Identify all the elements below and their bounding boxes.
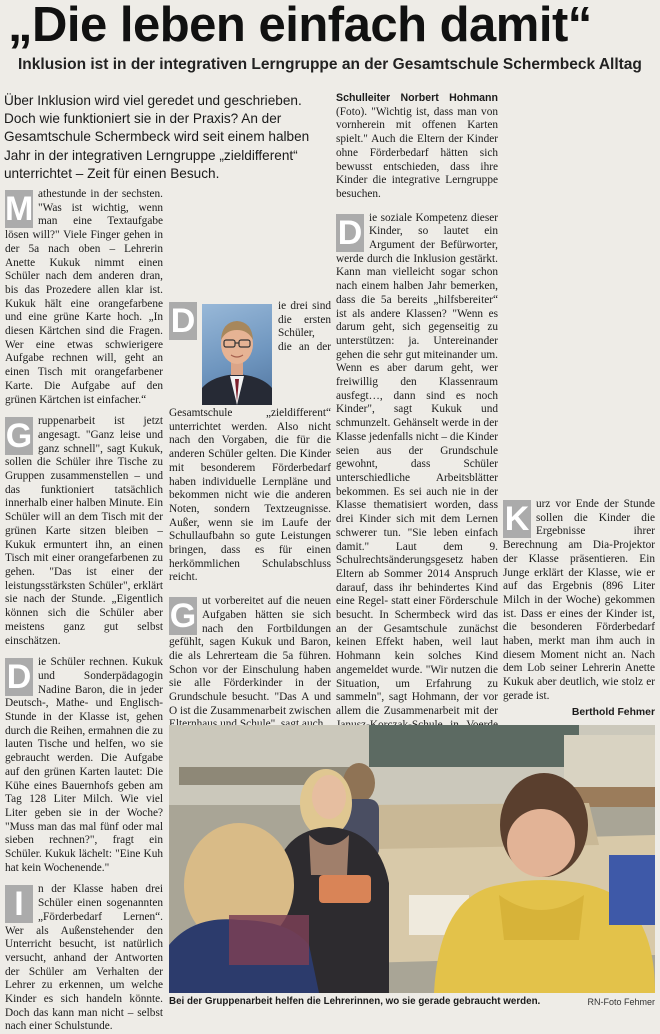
paragraph-text: (Foto). "Wichtig ist, dass man von vornherein mit offenen Karten spielt." Auch die Eltern der Kinder ohne Förderbedarf hätten sich bewusst entschieden, dass ihre Kinder die integrative Lerngruppe besuchen. — [336, 105, 498, 200]
paragraph-text: ie drei sind die ersten Schüler, die an der Gesamtschule „zieldifferent“ unterrichtet werden. Also nicht nach den Vorgaben, die für die anderen Schüler gelten. Die Kinder mit besonderem Förderbedarf haben individuelle Lernpläne und bekommen nicht wie die anderen Noten, sondern Textzeugnisse. Außer, wenn sie im Laufe der Schullaufbahn so gute Leistungen bringen, dass es für einen herkömmlichen Schulabschluss reicht. — [169, 300, 331, 584]
paragraph — [5, 415, 163, 648]
drop-cap: I — [5, 885, 33, 923]
paragraph — [5, 188, 163, 407]
drop-cap: D — [6, 658, 32, 697]
paragraph-continuation — [336, 92, 498, 202]
photo-credit: RN-Foto Fehmer — [587, 997, 655, 1007]
drop-cap: K — [504, 500, 530, 538]
drop-cap: D — [170, 302, 196, 340]
paragraph — [5, 656, 163, 875]
paragraph — [5, 883, 163, 1034]
drop-cap: D — [337, 213, 363, 252]
lead-paragraph: Über Inklusion wird viel geredet und geschrieben. Doch wie funktioniert sie in der Praxis? An der Gesamtschule Schermbeck wird seit einem halben Jahr in der integrativen Lerngruppe „zieldifferent“ unterrichtet – Zeit für einen Besuch. — [4, 93, 310, 181]
paragraph-text: urz vor Ende der Stunde sollen die Kinder die Ergebnisse ihrer Berechnung am Dia-Projektor der Klasse präsentieren. Ein Junge erklärt der Klasse, wie er auf das Ergebnis (896 Liter Milch in der Woche) gekommen ist. Dass er eines der Kinder ist, die besonderen Förderbedarf haben, merkt man ihm auch in diesem Moment nicht an. Nach dem Lob seiner Lehrerin Anette Kukuk aber deutlich, wie stolz er gerade ist. — [503, 498, 655, 702]
principal-portrait — [202, 304, 272, 405]
paragraph — [169, 595, 331, 732]
paragraph-text: ut vorbereitet auf die neuen Aufgaben hätten sie sich nach den Fortbildungen gefühlt, sagen Kukuk und Baron, die als Lehrerteam die 5a führen. Schon vor der Einschulung haben sie alle Förderkinder in der Grundschule besucht. "Das A und O ist die Zusammenarbeit zwischen — [169, 595, 331, 717]
photo-caption: Bei der Gruppenarbeit helfen die Lehrerinnen, wo sie gerade gebraucht werden. — [169, 996, 541, 1007]
paragraph-text: Schulleiter Norbert Hohmann — [336, 92, 498, 104]
paragraph — [169, 300, 331, 585]
article-column-2 — [169, 300, 331, 732]
article-column-4 — [503, 498, 655, 719]
article-column-1 — [5, 188, 163, 1034]
headline: „Die leben einfach damit“ — [8, 0, 592, 52]
classroom-photo — [169, 725, 655, 993]
paragraph — [503, 498, 655, 704]
subheadline: Inklusion ist in der integrativen Lerngruppe an der Gesamtschule Schermbeck Alltag — [18, 56, 642, 73]
paragraph-text: athestunde in der sechsten. "Was ist wichtig, wenn man eine Textaufgabe lösen will?" Viele Finger gehen in der 5a nach oben – Lehrerin Anette Kukuk nimmt einen Schüler nach dem anderen dran, bis das Prozedere allen klar ist. Kukuk hält eine orangefarbene und eine grüne Karte hoch. „In diesen Kärtchen sind die Fragen. Wer eine etwas schwierigere Aufgabe rechnen will, geht an einen Tisch mit orangefarbener Karte. Die Aufgabe auf den grünen Kärtchen ist einfacher.“ — [5, 188, 163, 406]
paragraph-text: ie soziale Kompetenz dieser Kinder, so lautet ein Argument der Befürworter, werde durch die Inklusion gestärkt. Kann man vielleicht sogar schon nach einem halben Jahr bemerken, dass die 5a bereits „hilfsbereiter“ ist als andere Klassen? "Wenn es darum geht, sich gegenseitig zu unterstützen: ja. Untereinander gehen die sehr gut miteinander um. Wenn es aber darum geht, wer freiwillig den Klassenraum ausfegt…, dann sind es noch Kinder", sagt Kukuk und schmunzelt. Gehänselt werde in der Klasse jedenfalls nicht – die Kinder seien aus der Grundschule gewohnt, dass Schüler unterschiedliche Arbeitsblätter bekommen. Es sei auch nie in der Klasse thematisiert worden, dass drei Kinder sich mit dem Lernen schwerer tun. "Sie leben einfach damit." Laut dem 9. Schulrechtsänderungsgesetz haben Eltern ab Sommer 2014 Anspruch darauf, dass ihr behindertes Kind eine Regel- statt einer Förderschule besucht. In Schermbeck wird das an der Gesamtschule zunächst keinen Effekt haben, weil laut Hohmann kein solches Kind angemeldet wurde. "Wir nutzen die Situation, um Erfahrung zu sammeln", sagt Hohmann, der vor allem die Zusammenarbeit mit der — [336, 211, 498, 717]
paragraph-text: n der Klasse haben drei Schüler einen sogenannten „Förderbedarf Lernen“. Wer als Außenstehender den Unterricht besucht, ist natürlich versucht, anhand der Antworten der Schüler am Verhalten der Lehrer zu erkennen, um welche Kinder es sich handeln könnte. Doch das kann man nicht – selbst nach einer Schulstunde. — [5, 883, 163, 1033]
drop-cap: G — [169, 597, 197, 636]
author-signature: Berthold Fehmer — [571, 706, 655, 718]
paragraph-text: ie Schüler rechnen. Kukuk und Sonderpädagogin Nadine Baron, die in jeder Deutsch-, Mathe- und Englisch-Stunde in der Klasse ist, gehen durch die Reihen, ermahnen die zu lauten Tische und helfen, wo sie gebraucht werden. Die Aufgabe auf den grünen Karten lautet: Die Kühe eines Bauernhofs geben am Tag 128 Liter Milch. Wie viel Liter geben sie in der Woche? "Muss man das mal fünf oder mal sieben rechnen?", fragt ein Schüler. Kukuk lächelt: "Eine Kuh hat kein Wochenende." — [5, 656, 163, 874]
drop-cap: G — [5, 417, 33, 456]
paragraph-text: ruppenarbeit ist jetzt angesagt. "Ganz leise und ganz schnell", sagt Kukuk, sollen die Schüler ihre Tische zu Gruppen zusammenstellen – und das funktioniert tatsächlich innerhalb einer halben Minute. Ein Schüler will an dem Tisch mit der grünen Karte sitzen bleiben – Kukuk ermuntert ihn, an einen Tisch mit einer orangefarbenen zu gehen. "Das ist einer der leistungsstärksten Schüler", erklärt sie nach der Stunde. „Eigentlich können sich die Schüler aber meistens ganz gut selbst einschätzen. — [5, 415, 163, 647]
drop-cap: M — [5, 190, 34, 228]
